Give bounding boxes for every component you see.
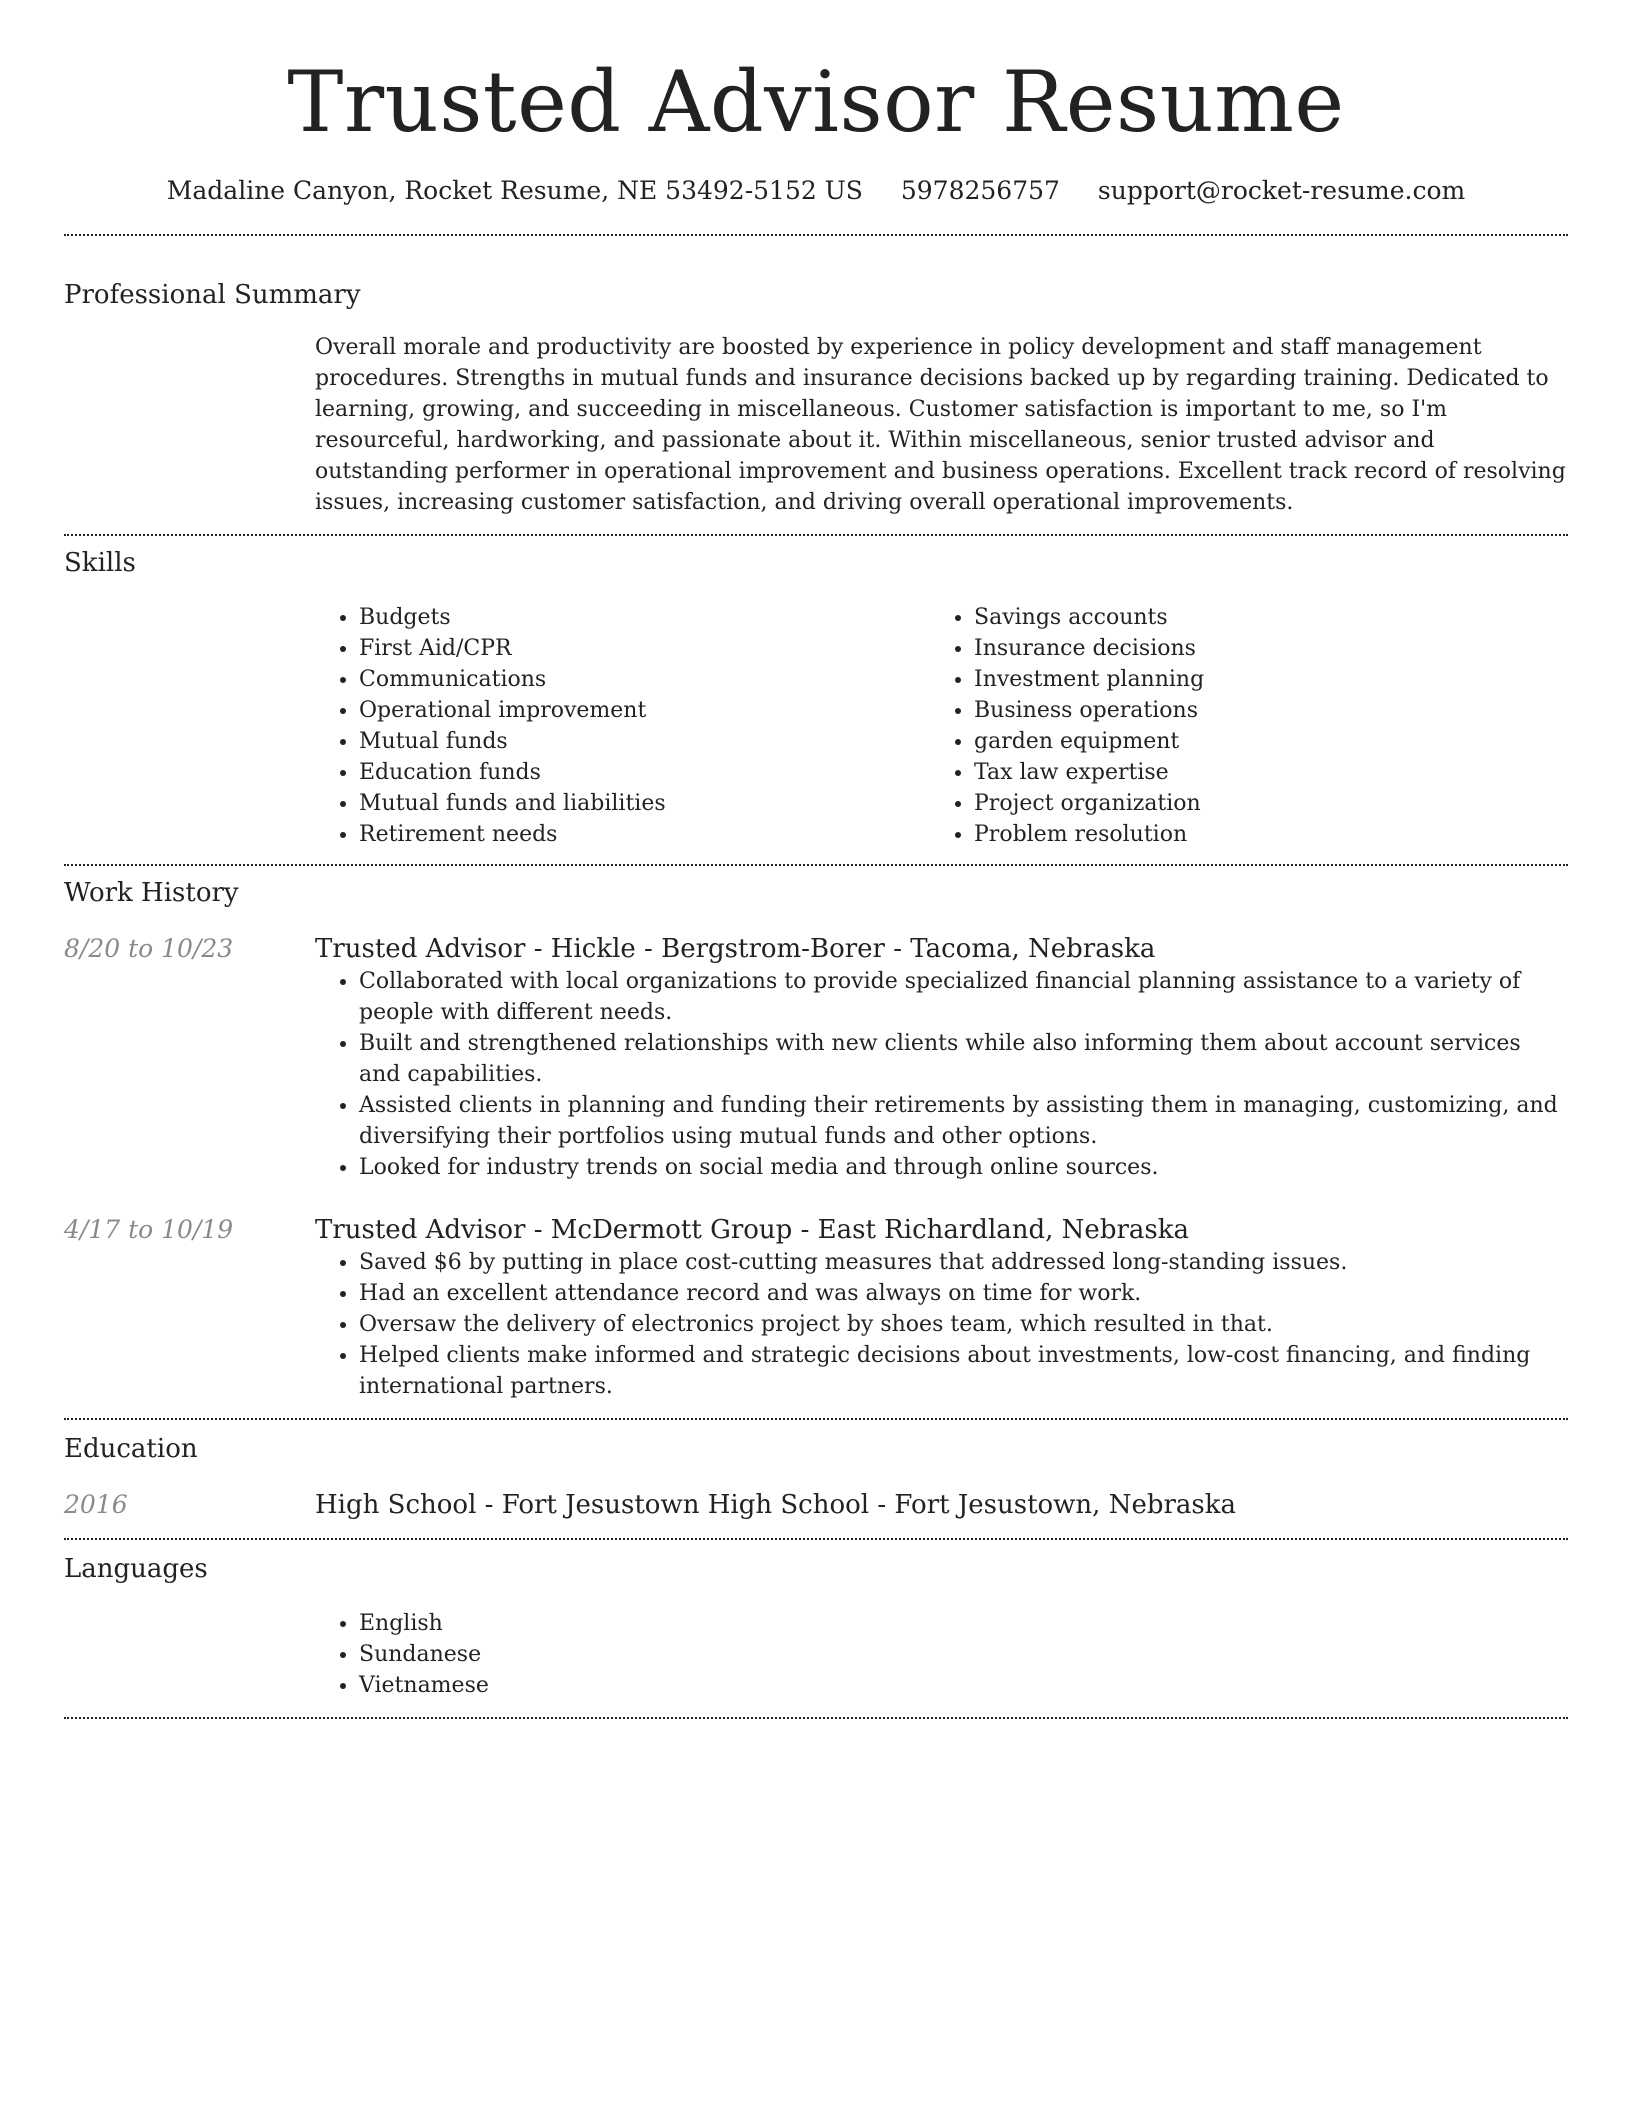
job-body [315,1213,1568,1418]
job-body [315,932,1568,1183]
education-school-location: - Fort Jesustown High School - Fort Jesustown, Nebraska [476,1490,1237,1520]
summary-text: Overall morale and productivity are boosted by experience in policy development and staff management procedures. Strengths in mutual funds and insurance decisions backed up by regarding training. Dedicated to learning, growing, and succeeding in miscellaneous. Customer satisfaction is important to me, so I'm resourceful, hardworking, and passionate about it. Within miscellaneous, senior trusted advisor and outstanding performer in operational improvement and business operations. Excellent track record of resolving issues, increasing customer satisfaction, and driving overall operational improvements. [315,335,1566,515]
skills-column-right [930,602,1204,850]
skill-item: • Tax law expertise [974,757,1204,788]
job-entry [64,932,1568,1183]
skills-section [64,546,1568,864]
job-employer-location: - Hickle - Bergstrom-Borer - Tacoma, Nebraska [525,934,1156,964]
contact-email: support@rocket-resume.com [1097,176,1466,205]
skill-item: • Insurance decisions [974,633,1204,664]
job-bullet: • Helped clients make informed and strategic decisions about investments, low-cost financing, and finding international partners. [359,1340,1568,1402]
resume-title: Trusted Advisor Resume [287,53,1345,151]
education-degree: High School [315,1490,477,1520]
job-bullet: • Saved $6 by putting in place cost-cutting measures that addressed long-standing issues. [359,1247,1568,1278]
skill-item: • Budgets [359,602,930,633]
skill-item: • Mutual funds [359,726,930,757]
job-bullets [315,1247,1568,1418]
job-role: Trusted Advisor [315,1215,526,1245]
skills-column-left [315,602,930,850]
skill-item: • Business operations [974,695,1204,726]
job-employer-location: - McDermott Group - East Richardland, Nebraska [525,1215,1189,1245]
contact-line [64,174,1568,208]
section-divider [64,234,1568,236]
contact-address: Madaline Canyon, Rocket Resume, NE 53492-5152 US [166,176,863,205]
skill-item: • garden equipment [974,726,1204,757]
skill-item: • Education funds [359,757,930,788]
job-bullet: • Assisted clients in planning and funding their retirements by assisting them in managing, customizing, and diversifying their portfolios using mutual funds and other options. [359,1090,1568,1152]
languages-section [64,1552,1568,1717]
languages-bullets [315,1608,1568,1701]
job-bullet: • Looked for industry trends on social media and through online sources. [359,1152,1568,1183]
languages-list [315,1608,1568,1717]
skill-item: • Investment planning [974,664,1204,695]
section-divider [64,1538,1568,1540]
language-item: • Vietnamese [359,1670,1568,1701]
section-divider [64,534,1568,536]
job-heading [315,1213,1568,1247]
summary-heading: Professional Summary [64,280,361,310]
section-divider [64,1418,1568,1420]
language-item: • Sundanese [359,1639,1568,1670]
job-dates: 8/20 to 10/23 [64,934,234,963]
skills-grid [315,602,1568,864]
skill-item: • First Aid/CPR [359,633,930,664]
section-divider [64,1717,1568,1719]
work-heading: Work History [64,878,239,908]
languages-heading: Languages [64,1554,208,1584]
education-section [64,1432,1568,1538]
job-bullet: • Oversaw the delivery of electronics project by shoes team, which resulted in that. [359,1309,1568,1340]
job-bullet: • Had an excellent attendance record and was always on time for work. [359,1278,1568,1309]
contact-phone: 5978256757 [900,176,1060,205]
education-heading-line [315,1488,1568,1522]
education-entry [64,1488,1568,1538]
section-divider [64,864,1568,866]
skill-item: • Mutual funds and liabilities [359,788,930,819]
job-heading [315,932,1568,966]
education-year: 2016 [64,1490,128,1519]
job-bullets [315,966,1568,1183]
skill-item: • Project organization [974,788,1204,819]
education-heading: Education [64,1434,198,1464]
skill-item: • Communications [359,664,930,695]
summary-section [64,278,1568,534]
job-entry [64,1213,1568,1418]
job-bullet: • Built and strengthened relationships with new clients while also informing them about account services and capabilities. [359,1028,1568,1090]
job-dates: 4/17 to 10/19 [64,1215,234,1244]
skill-item: • Savings accounts [974,602,1204,633]
language-item: • English [359,1608,1568,1639]
skill-item: • Problem resolution [974,819,1204,850]
skills-heading: Skills [64,548,136,578]
job-bullet: • Collaborated with local organizations to provide specialized financial planning assistance to a variety of people with different needs. [359,966,1568,1028]
skill-item: • Retirement needs [359,819,930,850]
skill-item: • Operational improvement [359,695,930,726]
work-section [64,876,1568,1418]
job-role: Trusted Advisor [315,934,526,964]
